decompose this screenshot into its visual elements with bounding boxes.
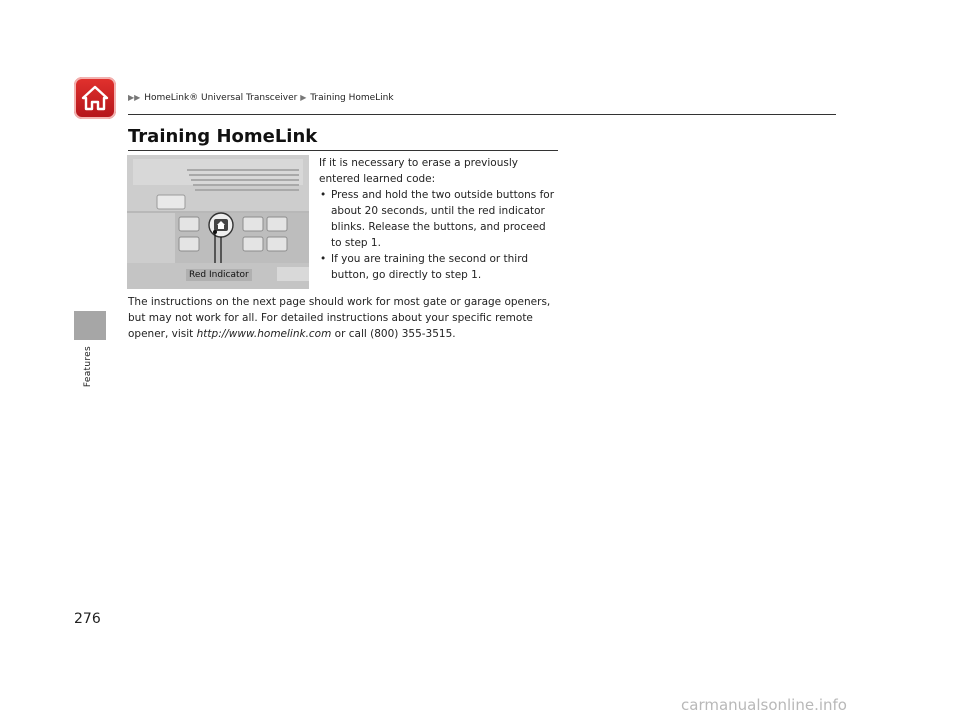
sidebar-label: Features bbox=[83, 346, 93, 388]
body-text-start: The instructions on the next page should work for most gate or garage openers, but may not work for all. For detailed instructions about your specific remote opener, visit bbox=[128, 296, 551, 340]
breadcrumb-arrow-icon: ▶ bbox=[300, 93, 307, 102]
breadcrumb-arrow-icon: ▶▶ bbox=[128, 93, 141, 102]
breadcrumb bbox=[128, 93, 394, 103]
title-divider bbox=[128, 150, 558, 151]
house-glyph bbox=[80, 83, 110, 113]
breadcrumb-item[interactable]: Training HomeLink bbox=[310, 93, 394, 103]
breadcrumb-item[interactable]: HomeLink® Universal Transceiver bbox=[144, 93, 298, 103]
list-item-text: If you are training the second or third button, go directly to step 1. bbox=[331, 253, 529, 281]
sidebar-tab[interactable] bbox=[74, 311, 106, 340]
watermark: carmanualsonline.info bbox=[681, 696, 847, 714]
bullet-icon: • bbox=[320, 253, 327, 265]
instruction-list bbox=[319, 187, 559, 283]
overhead-console-figure bbox=[127, 155, 309, 289]
red-indicator-label: Red Indicator bbox=[186, 269, 252, 281]
list-item bbox=[319, 251, 559, 283]
page-number: 276 bbox=[74, 611, 101, 627]
homelink-website-link[interactable]: http://www.homelink.com bbox=[196, 328, 332, 340]
home-icon[interactable] bbox=[74, 77, 116, 119]
section-title: Training HomeLink bbox=[128, 126, 318, 147]
body-text-end: or call (800) 355-3515. bbox=[331, 328, 456, 340]
header-divider bbox=[128, 114, 836, 115]
instruction-panel bbox=[319, 155, 559, 283]
instruction-intro: If it is necessary to erase a previously entered learned code: bbox=[319, 157, 518, 185]
body-paragraph bbox=[128, 294, 560, 342]
list-item-text: Press and hold the two outside buttons for about 20 seconds, until the red indicator blinks. Release the buttons, and proceed to step 1. bbox=[331, 189, 555, 249]
list-item bbox=[319, 187, 559, 251]
bullet-icon: • bbox=[320, 189, 327, 201]
